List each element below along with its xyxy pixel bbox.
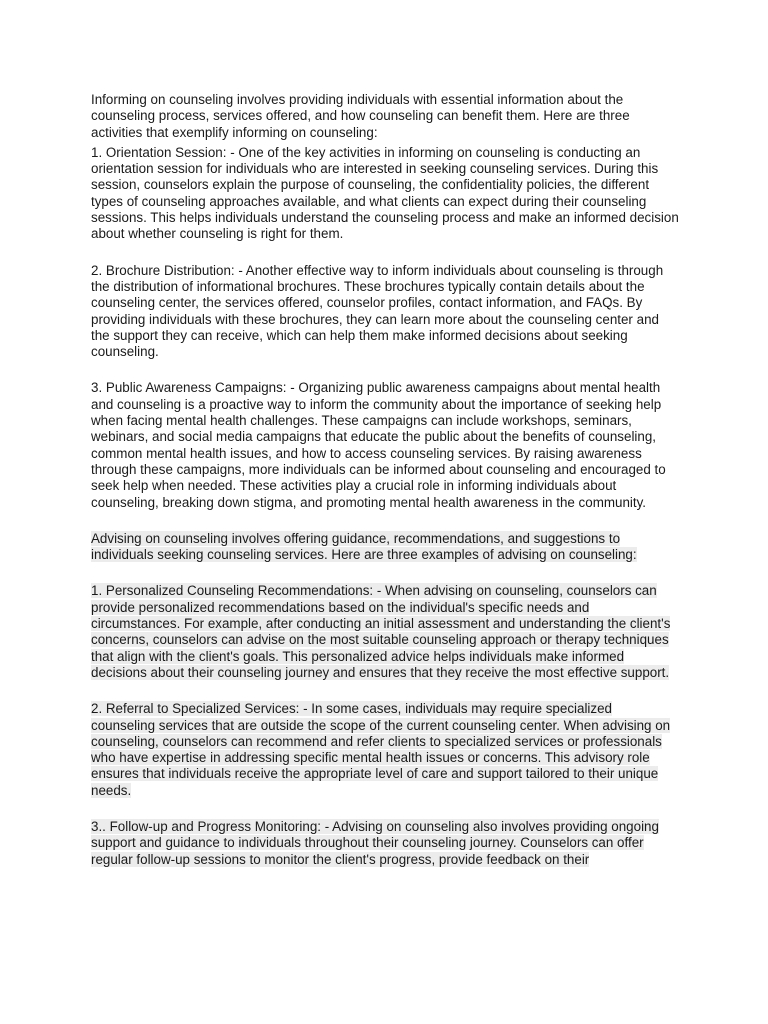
advising-item-referral: 2. Referral to Specialized Services: - In some cases, individuals may require specialized counseling services that are outside the scope of the current counseling center. When advising on counseling, counselors can recommend and refer clients to specialized services or professionals who have expertise in addressing specific mental health issues or concerns. This advisory role ensures that individuals receive the appropriate level of care and support tailored to their unique needs. bbox=[91, 701, 671, 798]
advising-item-recommendations: 1. Personalized Counseling Recommendations: - When advising on counseling, counselors can provide personalized recommendations based on the individual's specific needs and circumstances. For example, after conducting an initial assessment and understanding the client's concerns, counselors can advise on the most suitable counseling approach or therapy techniques that align with the client's goals. This personalized advice helps individuals make informed decisions about their counseling journey and ensures that they receive the most effective support. bbox=[91, 583, 671, 680]
spacer bbox=[91, 681, 679, 701]
document-page bbox=[91, 92, 679, 868]
spacer bbox=[91, 563, 679, 583]
informing-intro: Informing on counseling involves providing individuals with essential information about the counseling process, services offered, and how counseling can benefit them. Here are three activities that exemplify informing on counseling: bbox=[91, 92, 630, 140]
advising-item-followup: 3.. Follow-up and Progress Monitoring: - Advising on counseling also involves providing ongoing support and guidance to individuals throughout their counseling journey. Counselors can offer regular follow-up sessions to monitor the client's progress, provide feedback on their bbox=[91, 818, 659, 867]
advising-intro: Advising on counseling involves offering guidance, recommendations, and suggestions to individuals seeking counseling services. Here are three examples of advising on counseling: bbox=[91, 530, 637, 563]
informing-item-campaigns: 3. Public Awareness Campaigns: - Organizing public awareness campaigns about mental health and counseling is a proactive way to inform the community about the importance of seeking help when facing mental health challenges. These campaigns can include workshops, seminars, webinars, and social media campaigns that educate the public about the benefits of counseling, common mental health issues, and how to access counseling services. By raising awareness through these campaigns, more individuals can be informed about counseling and encouraged to seek help when needed. These activities play a crucial role in informing individuals about counseling, breaking down stigma, and promoting mental health awareness in the community. bbox=[91, 380, 666, 510]
spacer bbox=[91, 799, 679, 819]
informing-item-orientation: 1. Orientation Session: - One of the key activities in informing on counseling is conducting an orientation session for individuals who are interested in seeking counseling services. During this session, counselors explain the purpose of counseling, the confidentiality policies, the different types of counseling approaches available, and what clients can expect during their counseling sessions. This helps individuals understand the counseling process and make an informed decision about whether counseling is right for them. bbox=[91, 144, 679, 242]
spacer bbox=[91, 360, 679, 380]
informing-item-brochure: 2. Brochure Distribution: - Another effective way to inform individuals about counseling is through the distribution of informational brochures. These brochures typically contain details about the counseling center, the services offered, counselor profiles, contact information, and FAQs. By providing individuals with these brochures, they can learn more about the counseling center and the support they can receive, which can help them make informed decisions about seeking counseling. bbox=[91, 262, 664, 360]
spacer bbox=[91, 243, 679, 263]
spacer bbox=[91, 511, 679, 531]
